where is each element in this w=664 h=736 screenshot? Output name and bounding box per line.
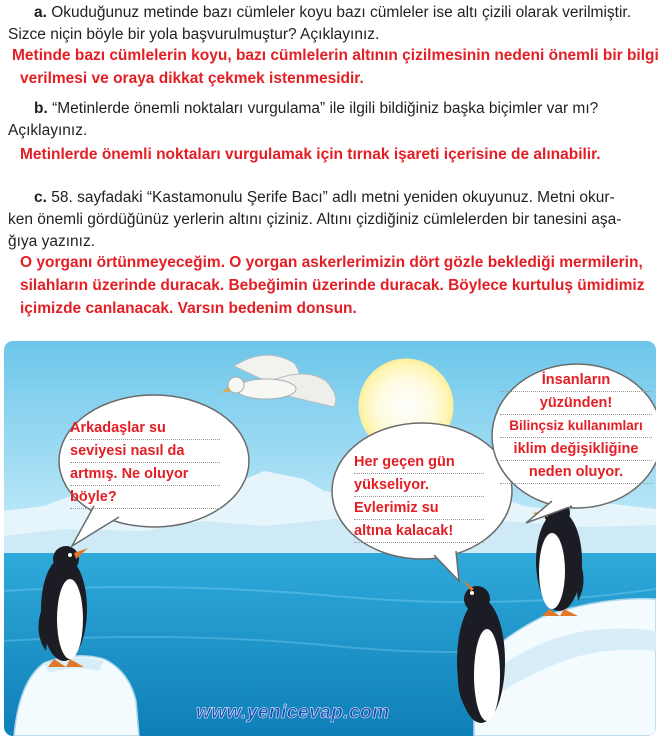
bubble-left-line-3: artmış. Ne oluyor bbox=[70, 463, 220, 486]
bubble-right-line-5: neden oluyor. bbox=[500, 461, 652, 484]
answer-a-line-1: Metinde bazı cümlelerin koyu, bazı cümlelerin altının çizilmesinin nedeni önemli bir bilgi bbox=[12, 47, 659, 64]
bubble-middle-line-3: Evlerimiz su bbox=[354, 497, 484, 520]
bubble-right-line-1: İnsanların bbox=[500, 369, 652, 392]
bubble-text-middle bbox=[354, 451, 484, 543]
answer-a-line-2: verilmesi ve oraya dikkat çekmek istenmesidir. bbox=[20, 70, 364, 87]
bubble-middle-line-2: yükseliyor. bbox=[354, 474, 484, 497]
bubble-text-left bbox=[70, 417, 220, 509]
bubble-middle-line-1: Her geçen gün bbox=[354, 451, 484, 474]
answer-c bbox=[20, 251, 644, 320]
answer-b bbox=[20, 143, 601, 166]
question-b-line-1: “Metinlerde önemli noktaları vurgulama” ile ilgili bildiğiniz başka biçimler var mı? bbox=[52, 100, 599, 117]
question-a bbox=[8, 2, 656, 46]
question-b-line-2: Açıklayınız. bbox=[8, 122, 88, 139]
question-c-line-3: ğıya yazınız. bbox=[8, 233, 96, 250]
answer-a bbox=[12, 44, 659, 90]
watermark: www.yenicevap.com bbox=[196, 702, 390, 723]
question-c-line-2: ken önemli gördüğünüz yerlerin altını çiziniz. Altını çizdiğiniz cümlelerden bir tanesini aşa- bbox=[8, 211, 622, 228]
bubble-middle-line-4: altına kalacak! bbox=[354, 520, 484, 543]
question-b bbox=[8, 98, 656, 142]
bubble-text-right bbox=[500, 369, 652, 484]
bubble-right-line-4: iklim değişikliğine bbox=[500, 438, 652, 461]
question-c-line-1: 58. sayfadaki “Kastamonulu Şerife Bacı” adlı metni yeniden okuyunuz. Metni okur- bbox=[51, 189, 615, 206]
question-a-label: a. bbox=[34, 4, 47, 21]
bubble-right-line-3: Bilinçsiz kullanımları bbox=[500, 415, 652, 438]
bubble-right-line-2: yüzünden! bbox=[500, 392, 652, 415]
bubble-left-line-1: Arkadaşlar su bbox=[70, 417, 220, 440]
question-c-label: c. bbox=[34, 189, 47, 206]
question-a-line-1: Okuduğunuz metinde bazı cümleler koyu bazı cümleler ise altı çizili olarak verilmiştir. bbox=[51, 4, 632, 21]
question-a-line-2: Sizce niçin böyle bir yola başvurulmuştur? Açıklayınız. bbox=[8, 26, 380, 43]
answer-b-line-1: Metinlerde önemli noktaları vurgulamak için tırnak işareti içerisine de alınabilir. bbox=[20, 146, 601, 163]
bubble-left-line-2: seviyesi nasıl da bbox=[70, 440, 220, 463]
bubble-left-line-4: böyle? bbox=[70, 486, 220, 509]
answer-c-line-1: O yorganı örtünmeyeceğim. O yorgan askerlerimizin dört gözle beklediği mermilerin, bbox=[20, 254, 643, 271]
arctic-illustration bbox=[4, 341, 656, 736]
answer-c-line-2: silahların üzerinde duracak. Bebeğimin üzerinde duracak. Böylece kurtuluş ümidimiz bbox=[20, 277, 645, 294]
answer-c-line-3: içimizde canlanacak. Varsın bedenim donsun. bbox=[20, 300, 357, 317]
question-c bbox=[8, 187, 656, 253]
question-b-label: b. bbox=[34, 100, 48, 117]
